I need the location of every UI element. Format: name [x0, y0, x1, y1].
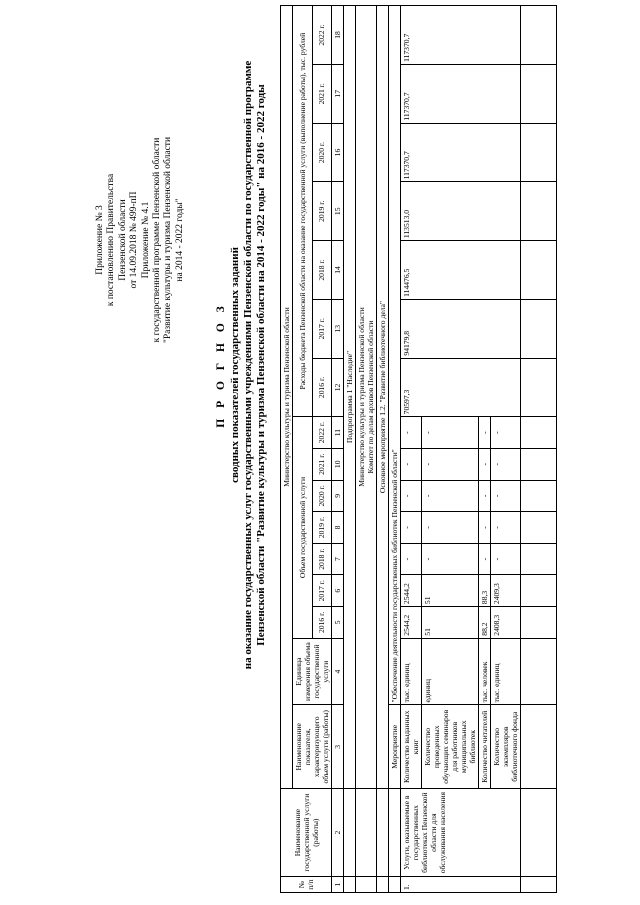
column-number: 7 — [332, 543, 344, 575]
main-event-row: Основное мероприятие 1.2. "Развитие библиотечного дела" — [377, 6, 389, 789]
appendix-line: Пензенской области — [117, 199, 128, 281]
appendix-line: Приложение № 3 — [95, 205, 105, 275]
ministry-row — [356, 6, 377, 789]
volume-cell: - — [422, 512, 479, 544]
column-number: 18 — [332, 6, 344, 65]
volume-cell: - — [479, 417, 491, 449]
volume-cell: 88,3 — [479, 575, 491, 607]
indicator-name: Количество читателей — [479, 705, 491, 789]
volume-cell: - — [422, 417, 479, 449]
header-indicator: Наименование показателя, характеризующего объем услуги (работы) — [293, 705, 332, 789]
row-num: 1. — [401, 877, 521, 893]
column-number: 4 — [332, 638, 344, 705]
header-ministry: Министерство культуры и туризма Пензенской области — [281, 6, 293, 789]
year-header: 2017 г. — [312, 575, 332, 607]
volume-cell: - — [401, 448, 422, 480]
appendix-line: к постановлению Правительства — [106, 173, 117, 307]
appendix-line: "Развитие культуры и туризма Пензенской области — [163, 136, 174, 344]
event-label: Мероприятие — [389, 705, 401, 789]
column-number: 12 — [332, 358, 344, 417]
year-header: 2021 г. — [312, 64, 332, 123]
budget-cell: 117370,7 — [401, 6, 521, 65]
column-number: 13 — [332, 299, 344, 358]
column-number: 2 — [332, 789, 344, 877]
column-number: 3 — [332, 705, 344, 789]
volume-cell: - — [479, 480, 491, 512]
appendix-line: на 2014 - 2022 годы" — [174, 198, 185, 282]
column-number: 6 — [332, 575, 344, 607]
header-budget: Расходы бюджета Пензенской области на оказание государственной услуги (выполнение работы), тыс. рублей — [293, 6, 313, 417]
volume-cell: - — [479, 448, 491, 480]
indicator-name: Количество проведенных обучающих семинаров для работников муниципальных библиотек — [422, 705, 479, 789]
year-header: 2018 г. — [312, 241, 332, 300]
volume-cell: - — [491, 512, 521, 544]
volume-cell: - — [422, 448, 479, 480]
column-number: 9 — [332, 480, 344, 512]
header-service: Наименование государственной услуги (работы) — [281, 789, 332, 877]
volume-cell: 2408,3 — [491, 607, 521, 639]
indicator-name: Количество экземпляров библиотечного фонда — [491, 705, 521, 789]
volume-cell: - — [422, 480, 479, 512]
appendix-line: к государственной программе Пензенской области — [152, 137, 163, 343]
budget-cell: 117370,7 — [401, 123, 521, 182]
indicator-name: Количество выданных книг — [401, 705, 422, 789]
year-header: 2016 г. — [312, 358, 332, 417]
column-number: 14 — [332, 241, 344, 300]
year-header: 2019 г. — [312, 512, 332, 544]
service-name: Услуги, оказываемые в государственных библиотеках Пензенской области для обслуживания населения — [401, 789, 521, 877]
budget-cell: 114476,5 — [401, 241, 521, 300]
document-title — [215, 25, 268, 705]
header-volume: Объем государственной услуги — [293, 417, 313, 638]
title-line: сводных показателей государственных заданий — [229, 247, 241, 483]
volume-cell: 88,2 — [479, 607, 491, 639]
table-row — [401, 6, 422, 893]
column-number: 8 — [332, 512, 344, 544]
volume-cell: - — [422, 543, 479, 575]
column-number: 11 — [332, 417, 344, 449]
volume-cell: - — [401, 543, 422, 575]
ministry-name: Министерство культуры и туризма Пензенской области — [357, 307, 366, 487]
year-header: 2017 г. — [312, 299, 332, 358]
volume-cell: 2544,2 — [401, 575, 422, 607]
appendix-line: от 14.09.2018 № 499-пП — [129, 191, 140, 289]
column-number: 15 — [332, 182, 344, 241]
column-number: 1 — [332, 877, 344, 893]
table-row-blank — [521, 6, 557, 893]
volume-cell: 2409,3 — [491, 575, 521, 607]
year-header: 2022 г. — [312, 6, 332, 65]
volume-cell: - — [401, 480, 422, 512]
volume-cell: - — [491, 417, 521, 449]
unit-cell: тыс. единиц — [401, 638, 422, 705]
year-header: 2020 г. — [312, 123, 332, 182]
budget-cell: 113513,0 — [401, 182, 521, 241]
volume-cell: 51 — [422, 607, 479, 639]
year-header: 2018 г. — [312, 543, 332, 575]
column-number: 16 — [332, 123, 344, 182]
title-forecast: П Р О Г Н О З — [215, 302, 227, 428]
volume-cell: - — [479, 512, 491, 544]
event-text: "Обеспечение деятельности государственных библиотек Пензенской области" — [389, 6, 401, 705]
committee-name: Комитет по делам архивов Пензенской области — [366, 320, 375, 474]
column-number: 17 — [332, 64, 344, 123]
year-header: 2016 г. — [312, 607, 332, 639]
year-header: 2020 г. — [312, 480, 332, 512]
volume-cell: - — [491, 543, 521, 575]
unit-cell: тыс. человек — [479, 638, 491, 705]
title-line: на оказание государственных услуг государственными учреждениями Пензенской области по государственной программе — [242, 60, 254, 670]
appendix-block — [95, 75, 186, 405]
year-header: 2022 г. — [312, 417, 332, 449]
year-header: 2021 г. — [312, 448, 332, 480]
volume-cell: 2544,2 — [401, 607, 422, 639]
budget-cell: 94179,8 — [401, 299, 521, 358]
volume-cell: - — [491, 480, 521, 512]
budget-cell: 70597,3 — [401, 358, 521, 417]
column-number: 10 — [332, 448, 344, 480]
header-num: № п/п — [281, 877, 332, 893]
unit-cell: тыс. единиц — [491, 638, 521, 705]
column-numbers-row — [332, 6, 344, 893]
year-header: 2019 г. — [312, 182, 332, 241]
volume-cell: - — [401, 417, 422, 449]
title-line: Пензенской области "Развитие культуры и туризма Пензенской области на 2014 - 2022 годы" на 2016 - 2022 годы — [255, 84, 267, 646]
budget-cell: 117370,7 — [401, 64, 521, 123]
volume-cell: - — [491, 448, 521, 480]
volume-cell: 51 — [422, 575, 479, 607]
volume-cell: - — [479, 543, 491, 575]
volume-cell: - — [401, 512, 422, 544]
column-number: 5 — [332, 607, 344, 639]
subprogram-row: Подпрограмма 1 "Наследие" — [344, 6, 356, 789]
unit-cell: единиц — [422, 638, 479, 705]
forecast-table — [280, 5, 557, 893]
appendix-line: Приложение № 4.1 — [140, 201, 151, 279]
header-unit: Единица измерения объема государственной услуги — [293, 638, 332, 705]
